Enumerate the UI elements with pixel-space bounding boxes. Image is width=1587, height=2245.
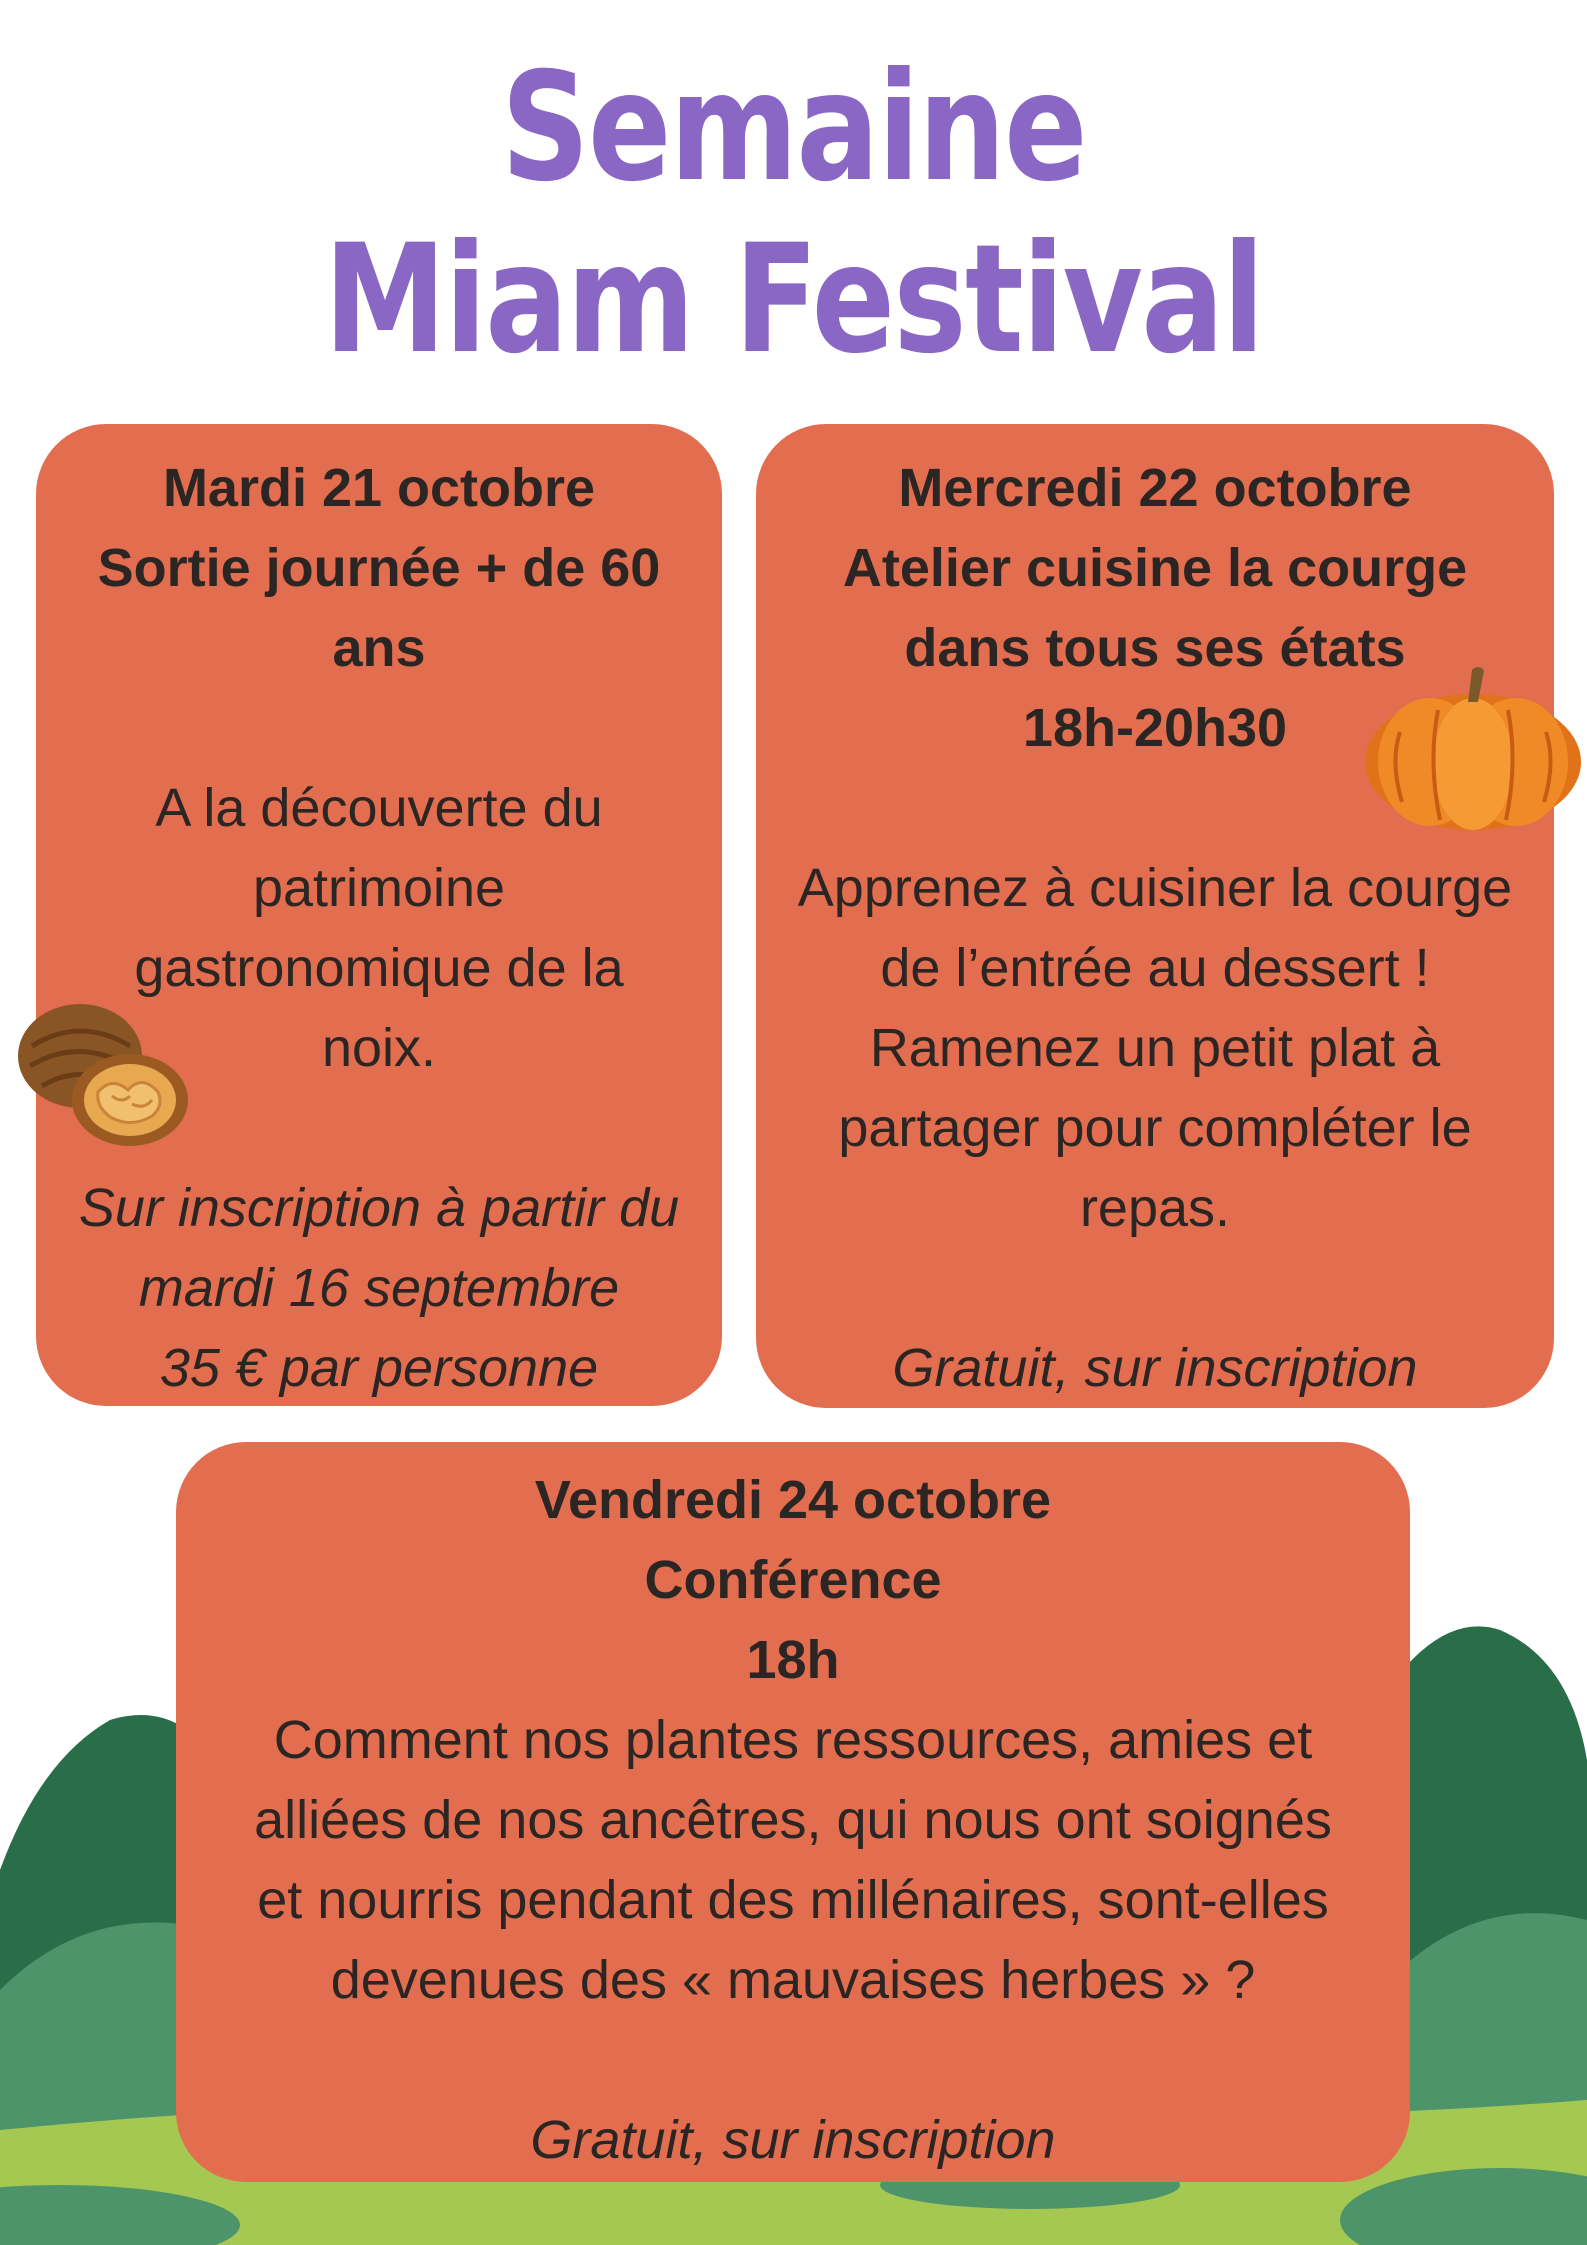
event-title-line1: Atelier cuisine la courge: [842, 538, 1468, 598]
walnut-icon: [12, 996, 188, 1148]
event-note: Gratuit, sur inscription: [892, 1338, 1418, 1398]
event-desc-line: patrimoine: [252, 858, 506, 918]
event-date: Vendredi 24 octobre: [534, 1470, 1052, 1530]
pumpkin-icon: [1360, 662, 1586, 834]
event-desc-line: Apprenez à cuisiner la courge: [797, 858, 1513, 918]
event-desc-line: Comment nos plantes ressources, amies et: [273, 1710, 1313, 1770]
event-desc-line: A la découverte du: [155, 778, 603, 838]
event-desc-line: partager pour compléter le: [838, 1098, 1472, 1158]
event-desc-line: devenues des « mauvaises herbes » ?: [330, 1950, 1256, 2010]
event-desc-line: repas.: [1079, 1178, 1231, 1238]
event-title-line1: Sortie journée + de 60: [97, 538, 661, 598]
page-title-line2: Miam Festival: [323, 213, 1264, 387]
event-note-line: Sur inscription à partir du: [78, 1178, 680, 1238]
event-desc-line: et nourris pendant des millénaires, sont-elles: [257, 1870, 1329, 1930]
page-title-line1: Semaine: [501, 41, 1086, 215]
event-note-line: mardi 16 septembre: [138, 1258, 620, 1318]
event-card-friday: [176, 1442, 1410, 2182]
event-note-line: 35 € par personne: [159, 1338, 599, 1398]
event-date: Mercredi 22 octobre: [898, 458, 1412, 518]
event-desc-line: noix.: [321, 1018, 437, 1078]
event-desc-line: de l’entrée au dessert !: [880, 938, 1430, 998]
event-desc-line: Ramenez un petit plat à: [869, 1018, 1441, 1078]
event-title-line2: dans tous ses états: [904, 618, 1406, 678]
event-date: Mardi 21 octobre: [162, 458, 596, 518]
event-title-line2: ans: [332, 618, 426, 678]
event-time: 18h-20h30: [1022, 698, 1288, 758]
event-card-wednesday: [756, 424, 1554, 1408]
event-card-tuesday: [36, 424, 722, 1406]
event-time: 18h: [746, 1630, 840, 1690]
event-desc-line: gastronomique de la: [134, 938, 624, 998]
event-desc-line: alliées de nos ancêtres, qui nous ont soignés: [254, 1790, 1332, 1850]
event-title: Conférence: [644, 1550, 942, 1610]
event-note: Gratuit, sur inscription: [530, 2110, 1056, 2170]
